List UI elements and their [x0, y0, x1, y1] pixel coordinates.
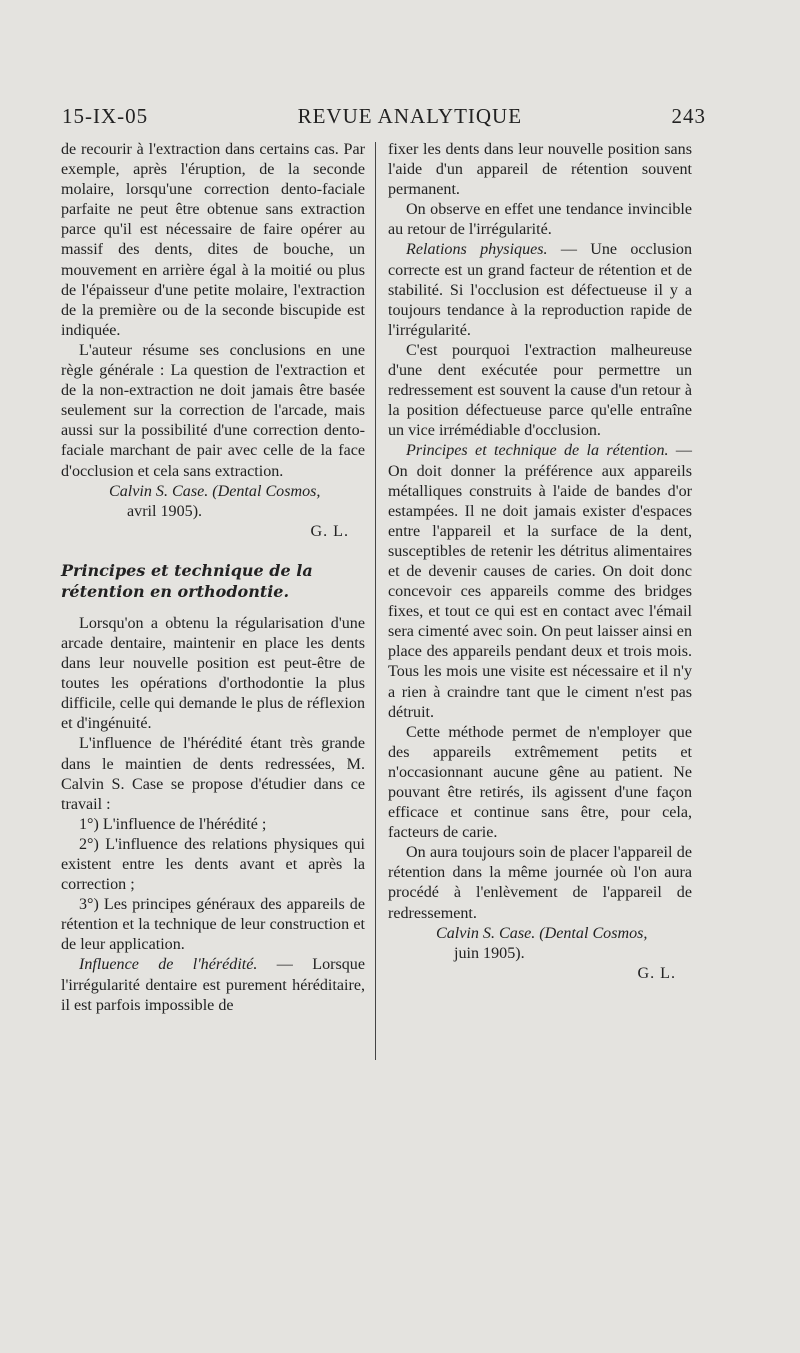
paragraph	[388, 240, 692, 340]
paragraph-text: — Une occlusion correcte est un grand facteur de rétention et de stabilité. Si l'occlusion est défectueuse il y a toujours tendance à la reproduction rapide de l'irrégularité.	[388, 241, 693, 339]
paragraph	[388, 441, 692, 722]
citation	[61, 482, 365, 502]
paragraph-text: — Lorsque l'irrégularité dentaire est purement héréditaire, il est parfois impossible de	[61, 956, 365, 1014]
citation	[61, 502, 365, 522]
signature: G. L.	[310, 522, 349, 540]
paragraph	[61, 955, 365, 1015]
paragraph: Lorsqu'on a obtenu la régularisation d'une arcade dentaire, maintenir en place les dents dans leur nouvelle position est peut-être de toutes les opérations d'orthodontie la plus difficile, celle qui demande le plus de réflexion et d'ingénuité.	[61, 614, 365, 733]
issue-date: 15-IX-05	[62, 104, 149, 128]
citation	[388, 944, 692, 964]
journal-title: REVUE ANALYTIQUE	[297, 104, 523, 128]
right-column	[388, 140, 692, 984]
numbered-list	[61, 815, 365, 956]
citation-line: juin 1905).	[454, 944, 525, 962]
paragraph: Cette méthode permet de n'employer que des appareils extrêmement petits et n'occasionnant aucune gêne au patient. Ne pouvant être retirés, ils agissent d'une façon efficace et continue sans être, pour cela, facteurs de carie.	[388, 723, 692, 842]
list-item: 1°) L'influence de l'hérédité ;	[79, 815, 267, 833]
paragraph: On observe en effet une tendance invincible au retour de l'irrégularité.	[388, 201, 692, 239]
article-title: Principes et technique de la rétention en orthodontie.	[61, 560, 313, 601]
left-column	[61, 140, 365, 1016]
citation-line: avril 1905).	[127, 502, 203, 520]
running-header	[62, 104, 706, 129]
subheading: Relations physiques.	[406, 241, 548, 259]
paragraph: On aura toujours soin de placer l'appareil de rétention dans la même journée où l'on aura procédé à l'enlèvement de l'appareil de redressement.	[388, 844, 692, 922]
list-item: 2°) L'influence des relations physiques qui existent entre les dents avant et après la correction ;	[61, 835, 365, 894]
paragraph: L'auteur résume ses conclusions en une règle générale : La question de l'extraction et de la non-extraction ne doit jamais être basée seulement sur la correction de l'arcade, mais aussi sur la possibilité d'une correction dento-faciale marchant de pair avec celle de la face d'occlusion et cela sans extraction.	[61, 341, 365, 480]
signature: G. L.	[637, 964, 676, 982]
paragraph-text: — On doit donner la préférence aux appareils métalliques construits à l'aide de bandes d'or estampées. Il ne doit jamais exister d'espaces entre l'appareil et la surface de la dent, susceptibles de retenir les détritus alimentaires et de devenir causes de caries. On doit donc concevoir ces appareils comme des bridges fixes, et tout ce qui est en contact avec l'émail sera cimenté avec soin. On peut laisser ainsi en place des appareils pendant deux et trois mois. Tous les mois une visite est nécessaire et il n'y a rien à craindre tant que le ciment n'est pas détruit.	[388, 442, 692, 721]
paragraph: de recourir à l'extraction dans certains cas. Par exemple, après l'éruption, de la seconde molaire, lorsqu'une correction dento-faciale parfaite ne peut être obtenue sans extraction parce qu'il est nécessaire de faire opérer au massif des dents, dites de bouche, un mouvement en arrière égal à la moitié ou plus de l'épaisseur d'une petite molaire, l'extraction de la première ou de la seconde biscupide est indiquée.	[61, 141, 365, 339]
column-divider	[375, 142, 376, 1060]
page-number: 243	[671, 104, 706, 128]
paragraph: fixer les dents dans leur nouvelle position sans l'aide d'un appareil de rétention souvent permanent.	[388, 141, 692, 199]
paragraph: L'influence de l'hérédité étant très grande dans le maintien de dents redressées, M. Calvin S. Case se propose d'étudier dans ce travail :	[61, 735, 365, 813]
list-item: 3°) Les principes généraux des appareils de rétention et la technique de leur construction et de leur application.	[61, 896, 365, 954]
citation	[388, 924, 692, 944]
subheading: Principes et technique de la rétention.	[406, 442, 669, 460]
citation-line: Calvin S. Case. (Dental Cosmos,	[109, 482, 321, 500]
citation-line: Calvin S. Case. (Dental Cosmos,	[436, 924, 648, 942]
subheading: Influence de l'hérédité.	[79, 956, 258, 974]
paragraph: C'est pourquoi l'extraction malheureuse d'une dent exécutée pour permettre un redressement est souvent la cause d'un retour à la position défectueuse parce qu'elle entraîne un vice irrémédiable d'occlusion.	[388, 341, 692, 440]
